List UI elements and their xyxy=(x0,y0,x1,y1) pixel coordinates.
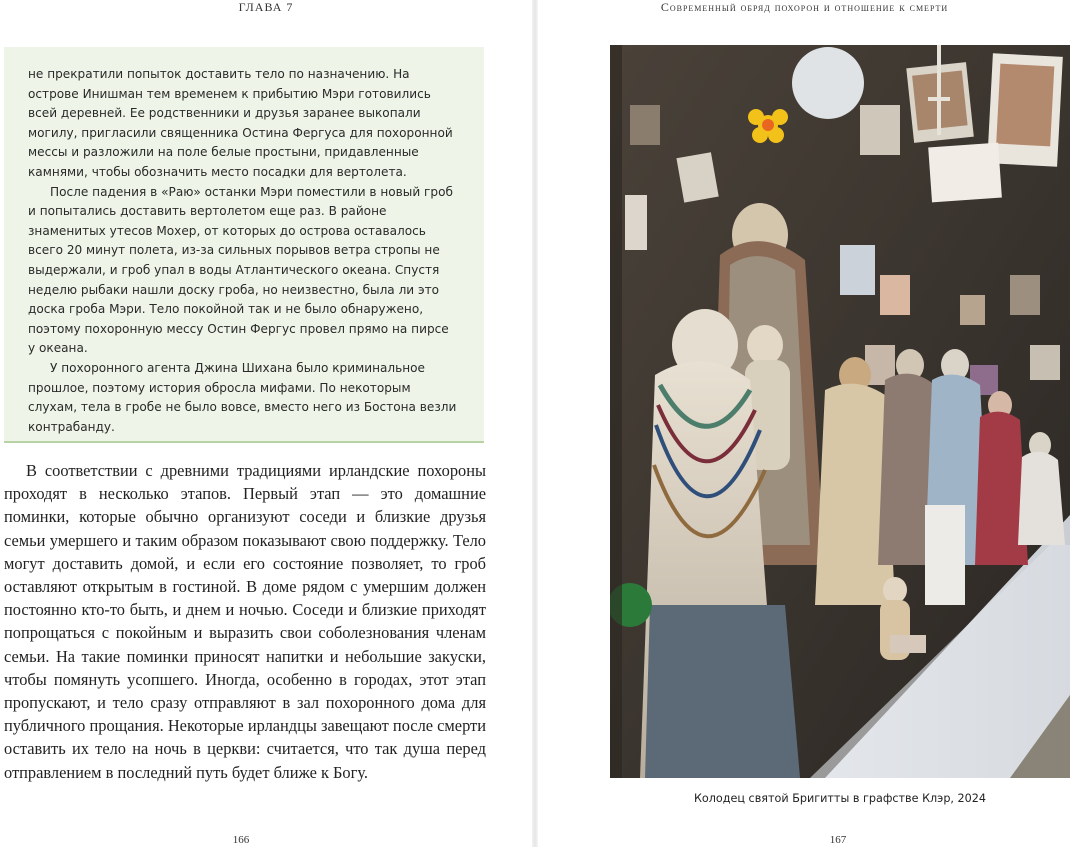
shrine-photo-illustration xyxy=(610,45,1070,778)
right-page xyxy=(538,0,1071,847)
left-page xyxy=(0,0,532,847)
sidebar-paragraph-1: не прекратили попыток доставить тело по назначению. На острове Инишман тем временем к прибытию Мэри готовились всей деревней. Ее родственники и друзья заранее выкопали могилу, пригласили священника Остина Фергуса для похоронной мессы и разложили на поле белые простыни, придавленные камнями, чтобы обозначить место посадки для вертолета. xyxy=(28,67,453,179)
shrine-photo xyxy=(610,45,1070,778)
main-body-text xyxy=(4,459,486,784)
sidebar-paragraph-3: У похоронного агента Джина Шихана было криминальное прошлое, поэтому история обросла мифами. По некоторым слухам, тела в гробе не было вовсе, вместо него из Бостона везли контрабанду. xyxy=(28,360,457,434)
sidebar-paragraph-2: После падения в «Раю» останки Мэри поместили в новый гроб и попытались доставить вертолетом еще раз. В районе знаменитых утесов Мохер, от которых до острова оставалось всего 20 минут полета, из-за сильных порывов ветра стропы не выдержали, и гроб упал в воды Атлантического океана. Спустя неделю рыбаки нашли доску гроба, но неизвестно, была ли это доска гроба Мэри. Тело покойной так и не было обнаружено, поэтому похоронную мессу Остин Фергус провел прямо на пирсе у океана. xyxy=(28,184,453,356)
page-number-right: 167 xyxy=(829,834,847,846)
running-head-left: ГЛАВА 7 xyxy=(238,0,294,14)
sidebar-box xyxy=(4,47,484,443)
running-head-right: Современный обряд похорон и отношение к смерти xyxy=(660,0,949,14)
page-number-left: 166 xyxy=(232,834,250,846)
photo-caption: Колодец святой Бригитты в графстве Клэр, 2024 xyxy=(693,792,987,805)
body-paragraph: В соответствии с древними традициями ирландские похороны проходят в несколько этапов. Первый этап — это домашние поминки, которые обычно организуют соседи и близкие друзья семьи умершего и таким образом показывают свою поддержку. Тело могут доставить домой, и если его состояние позволяет, то гроб оставляют открытым в гостиной. В доме рядом с умершим должен постоянно кто-то быть, и днем и ночью. Соседи и близкие приходят попрощаться с покойным и выразить свои соболезнования членам семьи. На такие поминки приносят напитки и небольшие закуски, чтобы помянуть усопшего. Иногда, особенно в городах, этот этап пропускают, и тело сразу отправляют в зал похоронного дома для публичного прощания. Некоторые ирландцы завещают после смерти оставить их тело на ночь в церкви: считается, что так душа перед отправлением в последний путь будет ближе к Богу. xyxy=(4,461,486,782)
